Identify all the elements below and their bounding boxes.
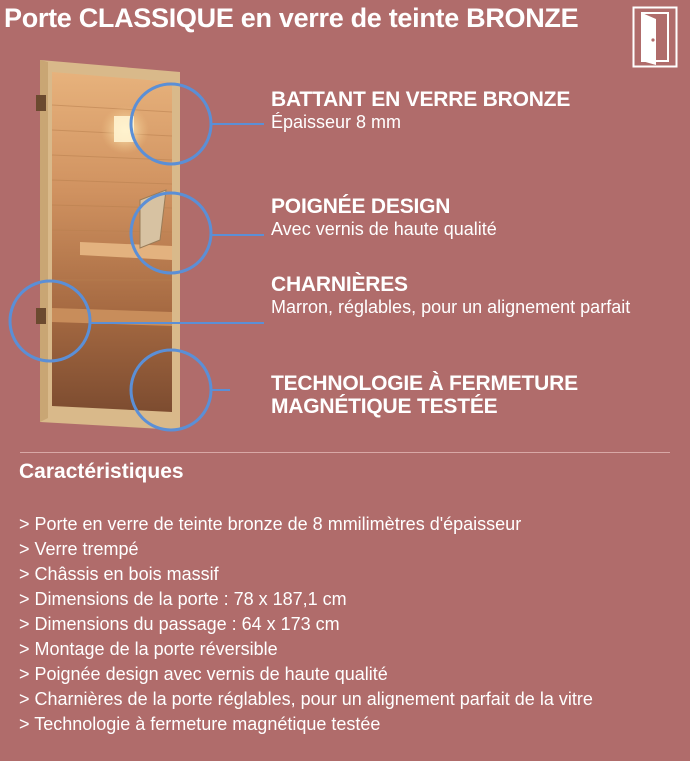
list-item: > Dimensions du passage : 64 x 173 cm xyxy=(19,614,340,634)
specs-title: Caractéristiques xyxy=(19,460,184,483)
list-item: > Châssis en bois massif xyxy=(19,564,219,584)
door-illustration xyxy=(0,50,230,450)
feature-title: CHARNIÈRES xyxy=(271,273,408,296)
list-item: > Verre trempé xyxy=(19,539,139,559)
specs-list xyxy=(19,512,593,737)
feature-title: POIGNÉE DESIGN xyxy=(271,195,451,218)
feature-title: TECHNOLOGIE À FERMETURE MAGNÉTIQUE TESTÉE xyxy=(271,372,578,418)
list-item: > Charnières de la porte réglables, pour un alignement parfait de la vitre xyxy=(19,689,593,709)
feature-text: Avec vernis de haute qualité xyxy=(271,219,497,239)
feature-handle xyxy=(271,195,497,239)
feature-text: Marron, réglables, pour un alignement parfait xyxy=(271,297,631,317)
feature-hinges xyxy=(271,273,651,317)
feature-text: Épaisseur 8 mm xyxy=(271,112,402,132)
feature-glass xyxy=(271,88,570,132)
list-item: > Porte en verre de teinte bronze de 8 mmilimètres d'épaisseur xyxy=(19,514,522,534)
feature-title: BATTANT EN VERRE BRONZE xyxy=(271,88,571,111)
door-icon xyxy=(632,6,678,68)
feature-magnetic xyxy=(271,372,631,418)
list-item: > Technologie à fermeture magnétique testée xyxy=(19,714,381,734)
list-item: > Poignée design avec vernis de haute qualité xyxy=(19,664,388,684)
callout-connectors xyxy=(230,50,272,370)
section-divider xyxy=(20,452,670,453)
page-title: Porte CLASSIQUE en verre de teinte BRONZE xyxy=(4,3,579,33)
list-item: > Montage de la porte réversible xyxy=(19,639,278,659)
list-item: > Dimensions de la porte : 78 x 187,1 cm xyxy=(19,589,347,609)
